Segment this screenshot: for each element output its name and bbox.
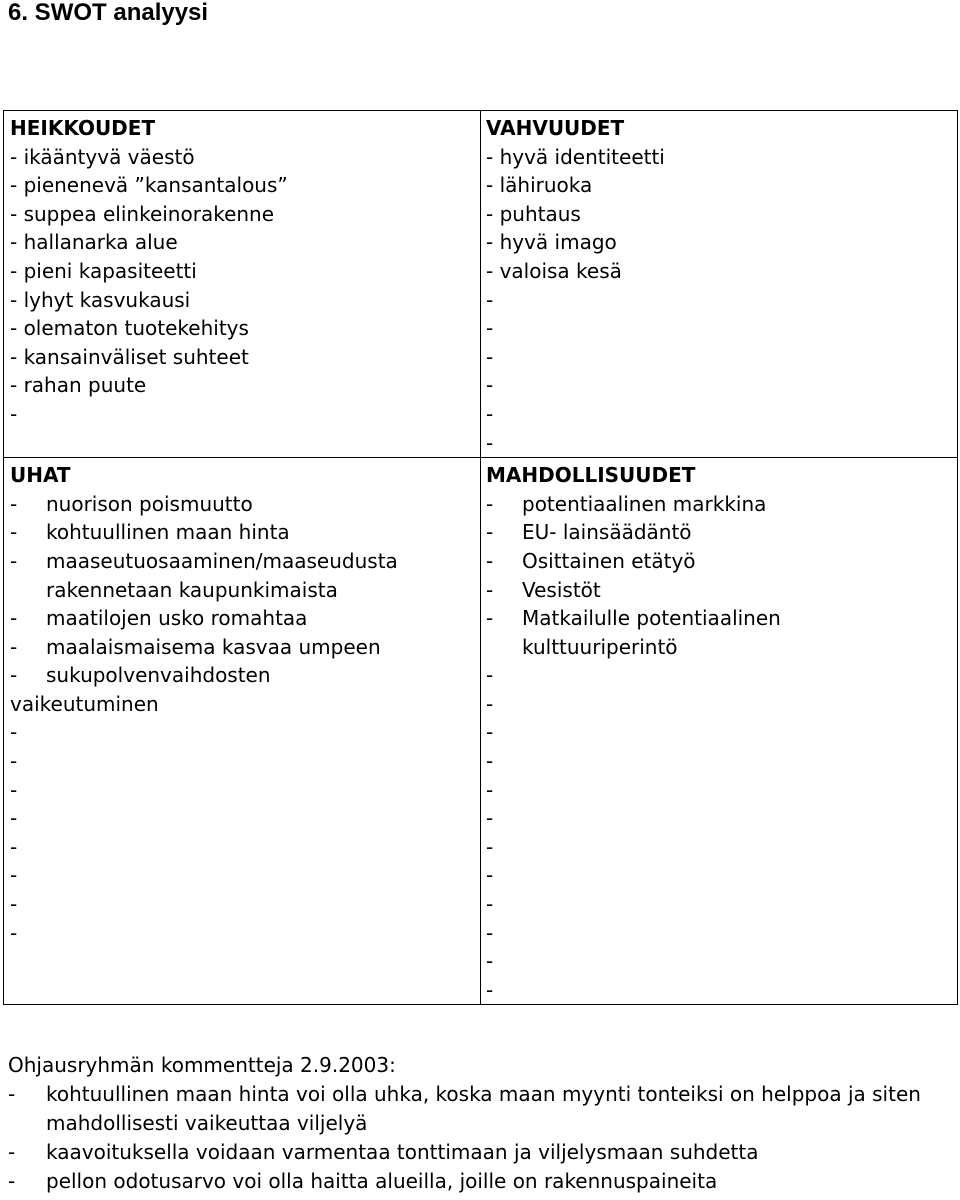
strength-item: - — [486, 373, 494, 398]
opportunity-empty-item: - — [486, 777, 494, 802]
comments-section — [8, 1051, 948, 1196]
threat-item: - sukupolvenvaihdosten — [10, 663, 271, 688]
opportunity-empty-item: - — [486, 720, 494, 745]
strength-item: - valoisa kesä — [486, 258, 622, 283]
threat-empty-item: - — [10, 720, 18, 745]
opportunity-item: - Osittainen etätyö — [486, 548, 696, 573]
threat-item: - kohtuullinen maan hinta — [10, 520, 290, 545]
opportunity-empty-item: - — [486, 663, 494, 688]
threats-list — [10, 490, 480, 948]
threat-empty-item: - — [10, 863, 18, 888]
weakness-item: - pieni kapasiteetti — [10, 258, 197, 283]
swot-row-bottom — [4, 458, 958, 1005]
threat-item: - maaseutuosaaminen/maaseudusta rakennetaan kaupunkimaista — [10, 548, 398, 602]
threat-item: - maatilojen usko romahtaa — [10, 606, 308, 631]
threat-empty-item: - — [10, 834, 18, 859]
opportunity-empty-item: - — [486, 834, 494, 859]
threat-item-continuation: vaikeutuminen — [10, 691, 159, 716]
strength-item: - — [486, 344, 494, 369]
weaknesses-list — [10, 143, 480, 429]
weakness-item: - olematon tuotekehitys — [10, 316, 249, 341]
page-title: 6. SWOT analyysi — [8, 0, 209, 26]
opportunity-empty-item: - — [486, 892, 494, 917]
comment-item: - kohtuullinen maan hinta voi olla uhka, koska maan myynti tonteiksi on helppoa ja siten mahdollisesti vaikeuttaa viljelyä — [8, 1082, 921, 1135]
weakness-item: - ikääntyvä väestö — [10, 144, 195, 169]
strength-item: - — [486, 430, 494, 455]
weakness-item: - — [10, 401, 18, 426]
strength-item: - lähiruoka — [486, 173, 593, 198]
threat-empty-item: - — [10, 920, 18, 945]
strength-item: - — [486, 401, 494, 426]
strength-item: - hyvä imago — [486, 230, 617, 255]
threat-item: - nuorison poismuutto — [10, 491, 253, 516]
opportunity-item: - Vesistöt — [486, 577, 601, 602]
comments-list — [8, 1080, 948, 1196]
weaknesses-cell — [4, 111, 481, 458]
threats-heading: UHAT — [10, 463, 71, 488]
weakness-item: - pienenevä ”kansantalous” — [10, 173, 288, 198]
opportunity-empty-item: - — [486, 949, 494, 974]
opportunity-empty-item: - — [486, 920, 494, 945]
strength-item: - — [486, 316, 494, 341]
swot-table — [3, 110, 958, 1005]
threat-empty-item: - — [10, 892, 18, 917]
strength-item: - — [486, 287, 494, 312]
opportunity-item: - Matkailulle potentiaalinen kulttuuriperintö — [486, 606, 781, 659]
opportunities-list — [486, 490, 957, 1005]
threat-empty-item: - — [10, 777, 18, 802]
weakness-item: - lyhyt kasvukausi — [10, 287, 191, 312]
weakness-item: - hallanarka alue — [10, 230, 178, 255]
threat-item: - maalaismaisema kasvaa umpeen — [10, 634, 381, 659]
strengths-cell — [481, 111, 958, 458]
opportunity-empty-item: - — [486, 977, 494, 1002]
weakness-item: - kansainväliset suhteet — [10, 344, 249, 369]
opportunity-empty-item: - — [486, 806, 494, 831]
comment-item: - pellon odotusarvo voi olla haitta alueilla, joille on rakennuspaineita — [8, 1169, 718, 1193]
opportunity-empty-item: - — [486, 863, 494, 888]
strengths-heading: VAHVUUDET — [486, 116, 625, 140]
strength-item: - puhtaus — [486, 201, 581, 226]
opportunity-empty-item: - — [486, 749, 494, 774]
strength-item: - hyvä identiteetti — [486, 144, 665, 169]
threats-cell — [4, 458, 481, 1005]
swot-row-top — [4, 111, 958, 458]
threat-empty-item: - — [10, 806, 18, 831]
comment-item: - kaavoituksella voidaan varmentaa tonttimaan ja viljelysmaan suhdetta — [8, 1140, 759, 1164]
opportunities-cell — [481, 458, 958, 1005]
weakness-item: - rahan puute — [10, 373, 147, 398]
opportunities-heading: MAHDOLLISUUDET — [486, 463, 696, 488]
comments-title: Ohjausryhmän kommentteja 2.9.2003: — [8, 1053, 396, 1077]
threat-empty-item: - — [10, 749, 18, 774]
strengths-list — [486, 143, 957, 458]
opportunity-item: - EU- lainsäädäntö — [486, 520, 692, 545]
opportunity-empty-item: - — [486, 691, 494, 716]
opportunity-item: - potentiaalinen markkina — [486, 491, 767, 516]
weaknesses-heading: HEIKKOUDET — [10, 116, 156, 140]
weakness-item: - suppea elinkeinorakenne — [10, 201, 275, 226]
